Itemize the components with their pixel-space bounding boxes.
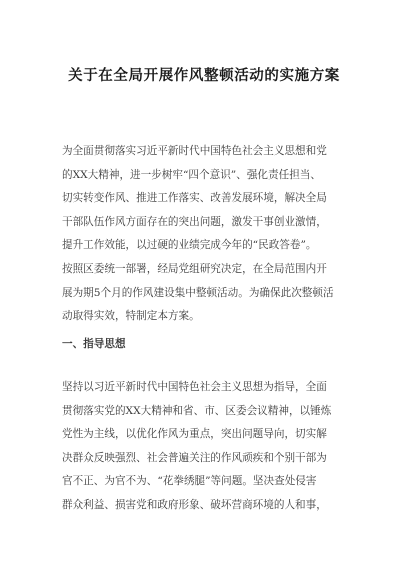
paragraph-line: 按照区委统一部署，经局党组研究决定，在全局范围内开 (62, 262, 327, 275)
paragraph-line: 动取得实效，特制定本方案。 (62, 310, 200, 323)
paragraph-line: 群众利益、损害党和政府形象、破坏营商环境的人和事， (62, 498, 327, 511)
paragraph-guiding-ideology (62, 376, 352, 518)
paragraph-line: 干部队伍作风方面存在的突出问题，激发干事创业激情， (62, 215, 327, 228)
paragraph-line: 坚持以习近平新时代中国特色社会主义思想为指导，全面 (62, 381, 327, 393)
paragraph-line: 切实转变作风、推进工作落实、改善发展环境，解决全局 (62, 192, 327, 205)
paragraph-line: 的XX大精神，进一步树牢“四个意识”、强化责任担当、 (62, 168, 321, 181)
section-heading-guiding-ideology: 一、指导思想 (62, 338, 126, 350)
paragraph-line: 党性为主线，以优化作风为重点，突出问题导向，切实解 (62, 428, 327, 441)
paragraph-line: 为全面贯彻落实习近平新时代中国特色社会主义思想和党 (62, 145, 327, 157)
paragraph-intro (62, 140, 352, 329)
paragraph-line: 官不正、为官不为、“花拳绣腿”等问题。坚决查处侵害 (62, 475, 317, 488)
document-title: 关于在全局开展作风整顿活动的实施方案 (68, 68, 340, 84)
paragraph-line: 展为期5个月的作风建设集中整顿活动。为确保此次整顿活 (62, 286, 334, 299)
paragraph-line: 提升工作效能，以过硬的业绩完成今年的“民政答卷”。 (62, 239, 317, 252)
paragraph-line: 决群众反映强烈、社会普遍关注的作风顽疾和个别干部为 (62, 451, 327, 464)
paragraph-line: 贯彻落实党的XX大精神和省、市、区委会议精神，以锤炼 (62, 404, 332, 417)
